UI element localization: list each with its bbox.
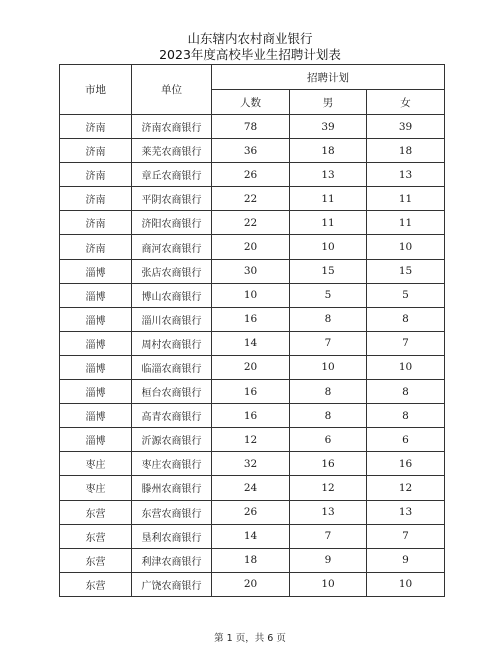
cell-total: 16 (212, 404, 290, 428)
cell-male: 5 (290, 283, 367, 307)
cell-male: 13 (290, 500, 367, 524)
cell-unit: 淄川农商银行 (132, 307, 212, 331)
header-female: 女 (367, 90, 445, 115)
table-row (60, 115, 445, 139)
cell-female: 39 (367, 115, 445, 139)
header-total: 人数 (212, 90, 290, 115)
cell-unit: 沂源农商银行 (132, 428, 212, 452)
cell-female: 7 (367, 331, 445, 355)
cell-city: 枣庄 (60, 452, 132, 476)
cell-unit: 济阳农商银行 (132, 211, 212, 235)
cell-unit: 东营农商银行 (132, 500, 212, 524)
table-row (60, 211, 445, 235)
cell-male: 12 (290, 476, 367, 500)
cell-male: 10 (290, 572, 367, 596)
cell-unit: 滕州农商银行 (132, 476, 212, 500)
cell-city: 东营 (60, 500, 132, 524)
cell-total: 20 (212, 572, 290, 596)
cell-female: 10 (367, 235, 445, 259)
table-row (60, 163, 445, 187)
recruitment-plan-table (59, 64, 445, 597)
cell-female: 16 (367, 452, 445, 476)
cell-total: 20 (212, 235, 290, 259)
cell-male: 10 (290, 355, 367, 379)
cell-city: 枣庄 (60, 476, 132, 500)
cell-female: 13 (367, 500, 445, 524)
cell-city: 济南 (60, 235, 132, 259)
cell-city: 淄博 (60, 428, 132, 452)
header-city: 市地 (60, 65, 132, 115)
cell-total: 16 (212, 380, 290, 404)
table-row (60, 524, 445, 548)
cell-city: 淄博 (60, 259, 132, 283)
cell-total: 26 (212, 163, 290, 187)
cell-total: 12 (212, 428, 290, 452)
cell-male: 16 (290, 452, 367, 476)
cell-female: 15 (367, 259, 445, 283)
page-number: 第 1 页，共 6 页 (214, 633, 286, 644)
cell-male: 8 (290, 380, 367, 404)
table-row (60, 355, 445, 379)
table-row (60, 500, 445, 524)
table-row (60, 259, 445, 283)
table-row (60, 283, 445, 307)
cell-male: 13 (290, 163, 367, 187)
cell-male: 6 (290, 428, 367, 452)
header-plan: 招聘计划 (212, 65, 445, 90)
cell-unit: 广饶农商银行 (132, 572, 212, 596)
cell-city: 济南 (60, 163, 132, 187)
cell-unit: 临淄农商银行 (132, 355, 212, 379)
cell-unit: 垦利农商银行 (132, 524, 212, 548)
cell-male: 8 (290, 404, 367, 428)
cell-total: 22 (212, 187, 290, 211)
cell-total: 18 (212, 548, 290, 572)
cell-total: 14 (212, 331, 290, 355)
cell-total: 16 (212, 307, 290, 331)
cell-city: 淄博 (60, 380, 132, 404)
cell-unit: 商河农商银行 (132, 235, 212, 259)
cell-female: 10 (367, 355, 445, 379)
cell-unit: 平阴农商银行 (132, 187, 212, 211)
cell-male: 39 (290, 115, 367, 139)
cell-city: 济南 (60, 115, 132, 139)
document-title: 山东辖内农村商业银行 (187, 31, 313, 46)
cell-city: 济南 (60, 139, 132, 163)
cell-female: 7 (367, 524, 445, 548)
table-row (60, 187, 445, 211)
cell-female: 8 (367, 404, 445, 428)
table-row (60, 428, 445, 452)
cell-city: 淄博 (60, 307, 132, 331)
cell-city: 淄博 (60, 331, 132, 355)
cell-male: 7 (290, 331, 367, 355)
header-male: 男 (290, 90, 367, 115)
cell-unit: 济南农商银行 (132, 115, 212, 139)
cell-unit: 利津农商银行 (132, 548, 212, 572)
cell-unit: 张店农商银行 (132, 259, 212, 283)
cell-female: 9 (367, 548, 445, 572)
cell-unit: 桓台农商银行 (132, 380, 212, 404)
cell-city: 淄博 (60, 355, 132, 379)
cell-city: 东营 (60, 572, 132, 596)
table-row (60, 139, 445, 163)
cell-male: 11 (290, 187, 367, 211)
table-row (60, 235, 445, 259)
cell-female: 8 (367, 380, 445, 404)
cell-female: 18 (367, 139, 445, 163)
table-row (60, 307, 445, 331)
cell-female: 13 (367, 163, 445, 187)
cell-total: 30 (212, 259, 290, 283)
cell-total: 10 (212, 283, 290, 307)
cell-male: 15 (290, 259, 367, 283)
document-subtitle: 2023年度高校毕业生招聘计划表 (159, 47, 341, 62)
cell-city: 东营 (60, 524, 132, 548)
table-body (60, 115, 445, 597)
table-row (60, 572, 445, 596)
cell-city: 济南 (60, 211, 132, 235)
cell-female: 6 (367, 428, 445, 452)
cell-total: 22 (212, 211, 290, 235)
cell-city: 东营 (60, 548, 132, 572)
cell-total: 24 (212, 476, 290, 500)
cell-total: 14 (212, 524, 290, 548)
cell-female: 5 (367, 283, 445, 307)
cell-total: 36 (212, 139, 290, 163)
cell-female: 8 (367, 307, 445, 331)
cell-unit: 莱芜农商银行 (132, 139, 212, 163)
cell-total: 78 (212, 115, 290, 139)
cell-female: 10 (367, 572, 445, 596)
cell-total: 26 (212, 500, 290, 524)
cell-male: 18 (290, 139, 367, 163)
cell-city: 淄博 (60, 404, 132, 428)
cell-unit: 章丘农商银行 (132, 163, 212, 187)
cell-city: 济南 (60, 187, 132, 211)
table-row (60, 380, 445, 404)
cell-male: 9 (290, 548, 367, 572)
cell-city: 淄博 (60, 283, 132, 307)
cell-total: 20 (212, 355, 290, 379)
cell-total: 32 (212, 452, 290, 476)
table-row (60, 548, 445, 572)
cell-male: 10 (290, 235, 367, 259)
cell-female: 11 (367, 211, 445, 235)
cell-female: 11 (367, 187, 445, 211)
table-row (60, 404, 445, 428)
table-row (60, 331, 445, 355)
cell-male: 11 (290, 211, 367, 235)
cell-unit: 枣庄农商银行 (132, 452, 212, 476)
cell-unit: 博山农商银行 (132, 283, 212, 307)
cell-female: 12 (367, 476, 445, 500)
table-row (60, 476, 445, 500)
header-unit: 单位 (132, 65, 212, 115)
cell-male: 8 (290, 307, 367, 331)
table-row (60, 452, 445, 476)
cell-unit: 高青农商银行 (132, 404, 212, 428)
cell-unit: 周村农商银行 (132, 331, 212, 355)
cell-male: 7 (290, 524, 367, 548)
